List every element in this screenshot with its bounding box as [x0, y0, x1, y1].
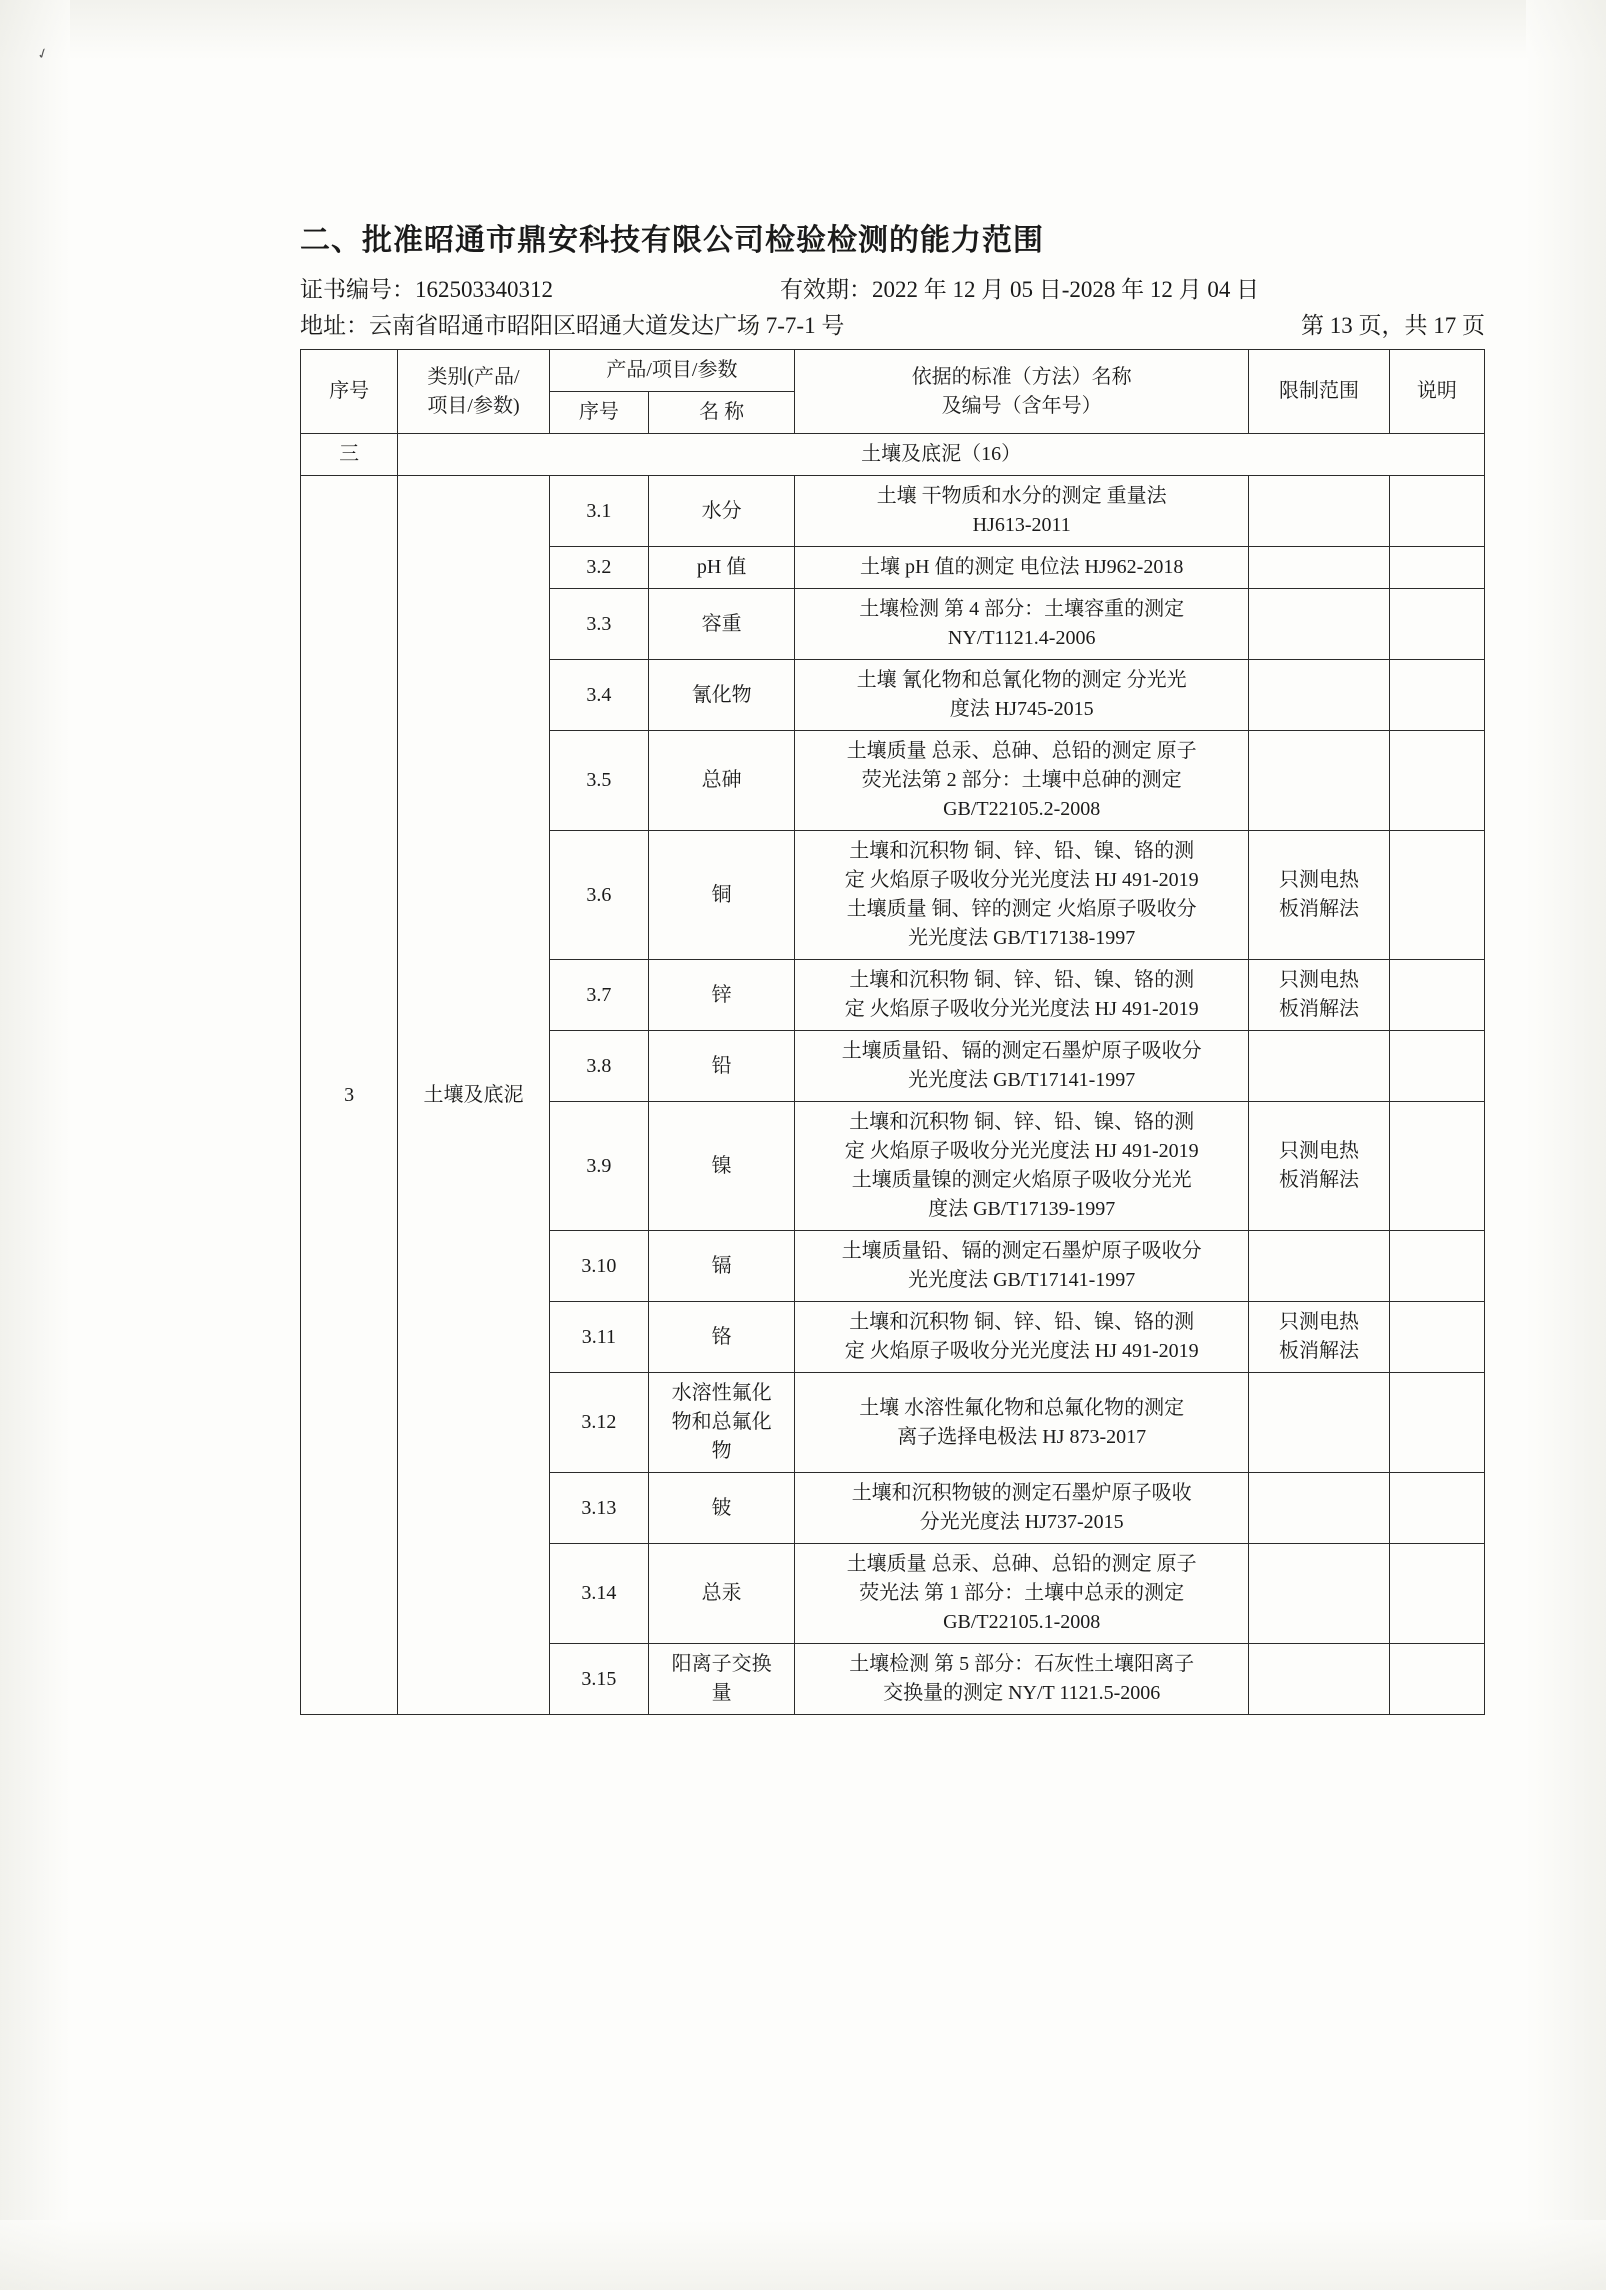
row-sub-seq: 3.13: [549, 1473, 648, 1544]
row-limit: [1249, 660, 1390, 731]
row-limit: [1249, 731, 1390, 831]
col-header-category-line2: 项目/参数): [427, 394, 520, 417]
row-standard: 土壤 氰化物和总氰化物的测定 分光光 度法 HJ745-2015: [795, 660, 1249, 731]
table-header: [301, 350, 1485, 434]
col-header-category: [398, 350, 549, 434]
row-name: 阳离子交换 量: [649, 1644, 795, 1715]
validity-group: [780, 271, 1259, 304]
row-standard: 土壤质量 总汞、总砷、总铅的测定 原子 荧光法 第 1 部分：土壤中总汞的测定 GB/T22105.1-2008: [795, 1544, 1249, 1644]
col-header-standard-line2: 及编号（含年号）: [941, 394, 1102, 417]
row-limit: 只测电热 板消解法: [1249, 1102, 1390, 1231]
row-name: 镉: [649, 1231, 795, 1302]
row-note: [1389, 1473, 1484, 1544]
section-index: 三: [301, 434, 398, 476]
table-body: [301, 434, 1485, 1715]
row-note: [1389, 1302, 1484, 1373]
row-limit: 只测电热 板消解法: [1249, 831, 1390, 960]
address-label: 地址：: [300, 313, 369, 338]
col-header-sub-seq: 序号: [549, 392, 648, 434]
row-sub-seq: 3.4: [549, 660, 648, 731]
row-standard: 土壤和沉积物 铜、锌、铅、镍、铬的测 定 火焰原子吸收分光光度法 HJ 491-2019 土壤质量镍的测定火焰原子吸收分光光 度法 GB/T17139-1997: [795, 1102, 1249, 1231]
row-sub-seq: 3.14: [549, 1544, 648, 1644]
row-note: [1389, 1231, 1484, 1302]
certificate-number: 162503340312: [415, 277, 553, 302]
scan-edge-top: [0, 0, 1606, 64]
row-note: [1389, 1544, 1484, 1644]
row-sub-seq: 3.3: [549, 589, 648, 660]
row-sub-seq: 3.12: [549, 1373, 648, 1473]
page-title: 二、批准昭通市鼎安科技有限公司检验检测的能力范围: [300, 224, 1044, 257]
row-name: 容重: [649, 589, 795, 660]
row-standard: 土壤和沉积物 铜、锌、铅、镍、铬的测 定 火焰原子吸收分光光度法 HJ 491-2019: [795, 960, 1249, 1031]
scan-edge-left: [0, 0, 70, 2290]
row-name: 铜: [649, 831, 795, 960]
table-header-row: [301, 350, 1485, 392]
row-sub-seq: 3.11: [549, 1302, 648, 1373]
section-title: 土壤及底泥（16）: [398, 434, 1485, 476]
scan-artifact-mark: ✓: [35, 45, 52, 64]
row-sub-seq: 3.2: [549, 547, 648, 589]
row-sub-seq: 3.7: [549, 960, 648, 1031]
col-header-standard-line1: 依据的标准（方法）名称: [911, 365, 1132, 388]
row-standard: 土壤和沉积物 铜、锌、铅、镍、铬的测 定 火焰原子吸收分光光度法 HJ 491-2019: [795, 1302, 1249, 1373]
row-limit: [1249, 589, 1390, 660]
row-limit: [1249, 1473, 1390, 1544]
certificate-line: [300, 271, 1485, 301]
row-limit: 只测电热 板消解法: [1249, 1302, 1390, 1373]
row-name: 水溶性氟化 物和总氟化 物: [649, 1373, 795, 1473]
col-header-limit: 限制范围: [1249, 350, 1390, 434]
row-name: 铍: [649, 1473, 795, 1544]
row-note: [1389, 1102, 1484, 1231]
row-name: 总汞: [649, 1544, 795, 1644]
col-header-sub-name: 名 称: [649, 392, 795, 434]
row-note: [1389, 589, 1484, 660]
row-sub-seq: 3.1: [549, 476, 648, 547]
row-note: [1389, 731, 1484, 831]
row-standard: 土壤检测 第 4 部分：土壤容重的测定 NY/T1121.4-2006: [795, 589, 1249, 660]
row-note: [1389, 660, 1484, 731]
capability-scope-table: [300, 349, 1485, 1715]
row-sub-seq: 3.8: [549, 1031, 648, 1102]
row-note: [1389, 1644, 1484, 1715]
address-group: [300, 307, 844, 340]
document-content: [300, 215, 1485, 1715]
row-note: [1389, 476, 1484, 547]
row-standard: 土壤检测 第 5 部分：石灰性土壤阳离子 交换量的测定 NY/T 1121.5-2006: [795, 1644, 1249, 1715]
row-limit: [1249, 1231, 1390, 1302]
row-sub-seq: 3.9: [549, 1102, 648, 1231]
row-name: 镍: [649, 1102, 795, 1231]
row-limit: [1249, 1031, 1390, 1102]
section-row: [301, 434, 1485, 476]
row-note: [1389, 547, 1484, 589]
page-number: 第 13 页，共 17 页: [1301, 313, 1485, 338]
row-note: [1389, 1031, 1484, 1102]
certificate-label: 证书编号：: [300, 277, 415, 302]
col-header-note: 说明: [1389, 350, 1484, 434]
row-name: 铅: [649, 1031, 795, 1102]
row-name: 氰化物: [649, 660, 795, 731]
col-header-standard: [795, 350, 1249, 434]
row-name: 铬: [649, 1302, 795, 1373]
row-limit: [1249, 1373, 1390, 1473]
row-note: [1389, 831, 1484, 960]
row-limit: 只测电热 板消解法: [1249, 960, 1390, 1031]
row-sub-seq: 3.6: [549, 831, 648, 960]
table-row: [301, 476, 1485, 547]
row-note: [1389, 960, 1484, 1031]
row-name: pH 值: [649, 547, 795, 589]
row-standard: 土壤 pH 值的测定 电位法 HJ962-2018: [795, 547, 1249, 589]
validity-value: 2022 年 12 月 05 日-2028 年 12 月 04 日: [872, 277, 1260, 302]
row-standard: 土壤和沉积物 铜、锌、铅、镍、铬的测 定 火焰原子吸收分光光度法 HJ 491-2019 土壤质量 铜、锌的测定 火焰原子吸收分 光光度法 GB/T17138-1997: [795, 831, 1249, 960]
row-note: [1389, 1373, 1484, 1473]
scan-edge-right: [1526, 0, 1606, 2290]
validity-label: 有效期：: [780, 277, 872, 302]
row-name: 水分: [649, 476, 795, 547]
address-value: 云南省昭通市昭阳区昭通大道发达广场 7-7-1 号: [369, 313, 845, 338]
row-sub-seq: 3.15: [549, 1644, 648, 1715]
col-header-category-line1: 类别(产品/: [427, 365, 520, 388]
group-category: 土壤及底泥: [398, 476, 549, 1715]
row-standard: 土壤质量铅、镉的测定石墨炉原子吸收分 光光度法 GB/T17141-1997: [795, 1031, 1249, 1102]
row-name: 锌: [649, 960, 795, 1031]
certificate-number-group: [300, 271, 553, 304]
row-standard: 土壤和沉积物铍的测定石墨炉原子吸收 分光光度法 HJ737-2015: [795, 1473, 1249, 1544]
row-limit: [1249, 1544, 1390, 1644]
address-line: [300, 307, 1485, 337]
row-sub-seq: 3.5: [549, 731, 648, 831]
scan-edge-bottom: [0, 2220, 1606, 2290]
col-header-seq: 序号: [301, 350, 398, 434]
row-standard: 土壤质量铅、镉的测定石墨炉原子吸收分 光光度法 GB/T17141-1997: [795, 1231, 1249, 1302]
row-limit: [1249, 547, 1390, 589]
row-standard: 土壤 水溶性氟化物和总氟化物的测定 离子选择电极法 HJ 873-2017: [795, 1373, 1249, 1473]
group-seq: 3: [301, 476, 398, 1715]
row-limit: [1249, 1644, 1390, 1715]
row-name: 总砷: [649, 731, 795, 831]
row-sub-seq: 3.10: [549, 1231, 648, 1302]
row-limit: [1249, 476, 1390, 547]
row-standard: 土壤 干物质和水分的测定 重量法 HJ613-2011: [795, 476, 1249, 547]
col-header-product-item: 产品/项目/参数: [549, 350, 794, 392]
row-standard: 土壤质量 总汞、总砷、总铅的测定 原子 荧光法第 2 部分：土壤中总砷的测定 GB/T22105.2-2008: [795, 731, 1249, 831]
